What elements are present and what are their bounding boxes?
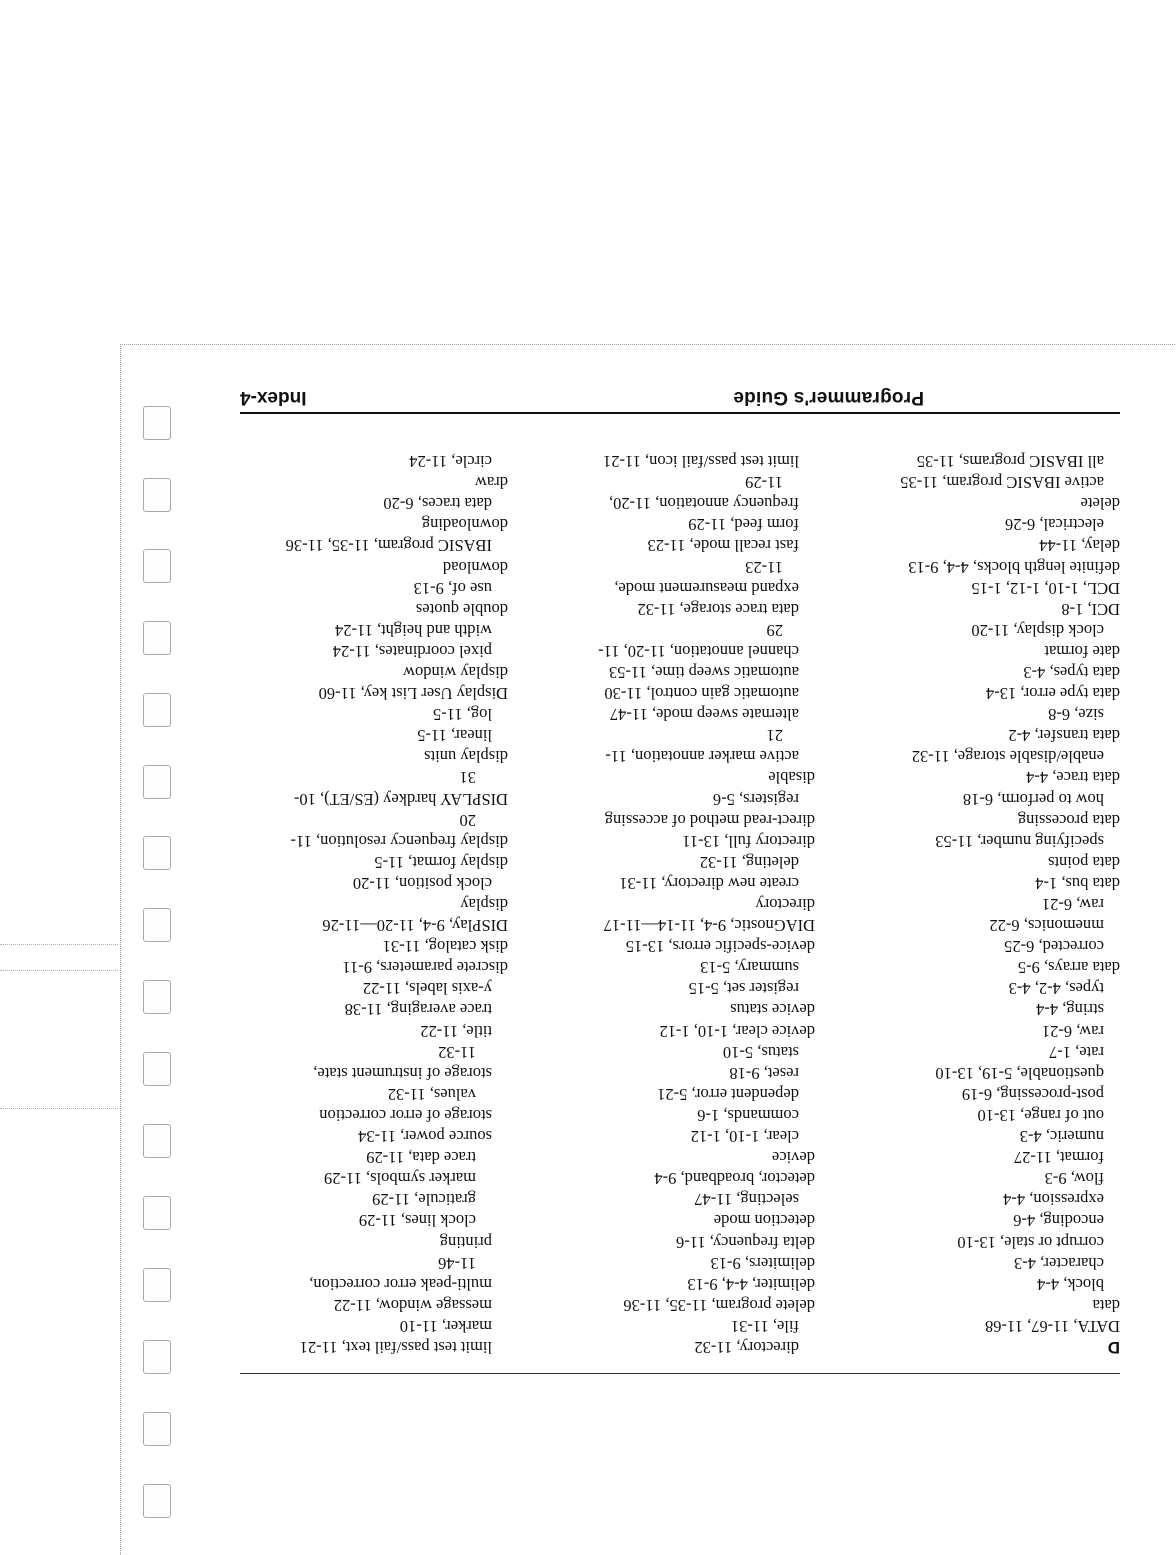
index-entry: DISPLAY hardkey (ES/ET), 10- — [293, 789, 508, 809]
index-entry: delimiters, 9-13 — [710, 1253, 815, 1273]
index-subentry: block, 4-4 — [1037, 1274, 1104, 1294]
margin-line — [0, 970, 118, 971]
index-subentry: questionable, 5-19, 13-10 — [935, 1063, 1104, 1083]
index-column-3 — [233, 451, 508, 1358]
index-entry: delta frequency, 11-6 — [676, 1232, 815, 1252]
index-entry: DCI, 1-8 — [1061, 599, 1120, 619]
index-entry: display — [460, 895, 508, 915]
index-subentry: string, 4-4 — [1036, 1000, 1104, 1020]
binder-hole — [143, 549, 171, 583]
index-entry: definite length blocks, 4-4, 9-13 — [908, 557, 1120, 577]
index-entry: data trace, 4-4 — [1026, 768, 1120, 788]
index-entry: delay, 11-44 — [1039, 536, 1120, 556]
index-column-1 — [845, 451, 1120, 1358]
index-subentry: raw, 6-21 — [1041, 1021, 1104, 1041]
index-subentry: alternate sweep mode, 11-47 — [609, 705, 799, 725]
index-subentry: corrupt or stale, 13-10 — [957, 1232, 1104, 1252]
index-subentry: registers, 5-6 — [712, 789, 799, 809]
index-subentry: trace data, 11-29 — [366, 1148, 476, 1168]
index-entry: date format — [1044, 641, 1120, 661]
top-rule — [240, 1373, 1120, 1374]
index-entry: data bus, 1-4 — [1035, 873, 1120, 893]
index-entry: display units — [424, 747, 508, 767]
index-subentry: limit test pass/fail icon, 11-21 — [603, 452, 799, 472]
index-subentry: frequency annotation, 11-20, — [609, 494, 799, 514]
index-subentry: graticule, 11-29 — [372, 1190, 476, 1210]
index-subentry: 11-29 — [745, 473, 783, 493]
index-subentry: trace averaging, 11-38 — [344, 1000, 492, 1020]
index-entry: DCL, 1-10, 1-12, 1-15 — [971, 578, 1120, 598]
binder-hole — [143, 1412, 171, 1446]
index-entry: disable — [768, 768, 815, 788]
index-entry: data types, 4-3 — [1023, 663, 1120, 682]
index-subentry: flow, 9-3 — [1044, 1169, 1104, 1189]
index-entry: display format, 11-5 — [374, 852, 508, 872]
binder-hole — [143, 836, 171, 870]
index-subentry: create new directory, 11-31 — [619, 873, 799, 893]
index-subentry: linear, 11-5 — [417, 726, 492, 746]
index-subentry: selecting, 11-47 — [694, 1190, 799, 1210]
index-subentry: status, 5-10 — [722, 1042, 799, 1062]
index-subentry: rate, 1-7 — [1049, 1042, 1104, 1062]
index-subentry: storage of error correction — [319, 1105, 492, 1125]
index-entry: detector, broadband, 9-4 — [654, 1169, 815, 1189]
index-subentry: directory, 11-32 — [694, 1338, 799, 1357]
index-entry: double quotes — [415, 599, 508, 619]
index-subentry: data trace storage, 11-32 — [637, 599, 799, 619]
index-subentry: width and height, 11-24 — [334, 620, 492, 640]
printed-index-page — [240, 384, 1120, 1374]
index-subentry: 20 — [459, 810, 476, 830]
section-letter: D — [1107, 1338, 1120, 1357]
index-entry: display frequency resolution, 11- — [290, 831, 508, 851]
index-entry: disk catalog, 11-31 — [382, 937, 508, 957]
margin-line — [0, 1108, 118, 1109]
index-subentry: clock display, 11-20 — [971, 620, 1104, 640]
index-subentry: marker, 11-10 — [399, 1316, 492, 1336]
index-subentry: file, 11-31 — [730, 1316, 799, 1336]
index-entry: data processing — [1017, 810, 1120, 830]
binder-hole — [143, 908, 171, 942]
index-subentry: form feed, 11-29 — [688, 515, 799, 535]
index-subentry: types, 4-2, 4-3 — [1008, 979, 1104, 999]
index-entry: download — [442, 557, 508, 577]
index-entry: delete program, 11-35, 11-36 — [623, 1295, 815, 1315]
index-entry: directory full, 13-11 — [682, 831, 815, 851]
index-subentry: reset, 9-18 — [729, 1063, 799, 1083]
index-entry: Display User List key, 11-60 — [318, 684, 508, 704]
binder-hole — [143, 1124, 171, 1158]
index-column-2 — [540, 451, 815, 1358]
index-entry: DISPlay, 9-4, 11-20—11-26 — [322, 916, 508, 936]
index-subentry: printing — [439, 1232, 492, 1252]
index-subentry: IBASIC program, 11-35, 11-36 — [285, 536, 492, 556]
index-entry: discrete parameters, 9-11 — [342, 958, 508, 978]
index-entry: directory — [755, 895, 815, 915]
binder-hole — [143, 478, 171, 512]
index-subentry: encoding, 4-6 — [1013, 1211, 1104, 1231]
index-subentry: 11-32 — [438, 1042, 476, 1062]
index-subentry: use of, 9-13 — [413, 578, 492, 598]
index-subentry: character, 4-3 — [1013, 1253, 1104, 1273]
index-subentry: active marker annotation, 11- — [605, 747, 799, 767]
index-subentry: data traces, 6-20 — [383, 494, 492, 514]
index-subentry: numeric, 4-3 — [1019, 1127, 1104, 1147]
index-subentry: channel annotation, 11-20, 11- — [598, 641, 799, 661]
page-footer — [240, 382, 1120, 414]
index-subentry: source power, 11-34 — [358, 1127, 492, 1147]
index-subentry: log, 11-5 — [433, 705, 492, 725]
index-subentry: message window, 11-22 — [333, 1295, 492, 1315]
index-entry: delimiter, 4-4, 9-13 — [687, 1274, 815, 1294]
page-number: Index-4 — [240, 387, 307, 408]
index-subentry: clock position, 11-20 — [352, 873, 492, 893]
index-subentry: mnemonics, 6-22 — [989, 916, 1104, 936]
index-subentry: 31 — [459, 768, 476, 788]
index-entry: data transfer, 4-2 — [1008, 726, 1120, 746]
index-entry: data points — [1048, 852, 1120, 872]
index-entry: display window — [403, 663, 508, 682]
index-subentry: summary, 5-13 — [700, 958, 799, 978]
binder-hole — [143, 765, 171, 799]
guide-title: Programmer's Guide — [733, 387, 924, 408]
index-subentry: how to perform, 6-18 — [962, 789, 1104, 809]
binder-hole — [143, 693, 171, 727]
index-subentry: automatic sweep time, 11-53 — [609, 663, 799, 682]
index-entry: DATA, 11-67, 11-68 — [985, 1316, 1120, 1336]
index-entry: data type error, 13-4 — [985, 684, 1120, 704]
index-subentry: out of range, 13-10 — [977, 1105, 1104, 1125]
index-subentry: corrected, 6-25 — [1004, 937, 1104, 957]
index-subentry: title, 11-22 — [420, 1021, 492, 1041]
index-subentry: specifying number, 11-53 — [935, 831, 1104, 851]
index-subentry: values, 11-32 — [387, 1084, 476, 1104]
index-entry: data arrays, 9-5 — [1017, 958, 1120, 978]
index-entry: draw — [475, 473, 508, 493]
margin-line — [0, 944, 118, 945]
index-subentry: 11-46 — [438, 1253, 476, 1273]
index-subentry: expression, 4-4 — [1003, 1190, 1104, 1210]
index-entry: delete — [1080, 494, 1120, 514]
index-subentry: electrical, 6-26 — [1005, 515, 1104, 535]
binder-hole — [143, 1196, 171, 1230]
binder-hole — [143, 406, 171, 440]
index-entry: DIAGnostic, 9-4, 11-14—11-17 — [603, 916, 815, 936]
index-subentry: all IBASIC programs, 11-35 — [916, 452, 1104, 472]
binder-hole — [143, 1484, 171, 1518]
index-subentry: automatic gain control, 11-30 — [604, 684, 799, 704]
index-subentry: multi-peak error correction, — [309, 1274, 492, 1294]
index-subentry: post-processing, 6-19 — [961, 1084, 1104, 1104]
index-subentry: deleting, 11-32 — [699, 852, 799, 872]
index-entry: downloading — [421, 515, 508, 535]
index-subentry: clear, 1-10, 1-12 — [690, 1127, 799, 1147]
index-subentry: 11-23 — [745, 557, 783, 577]
binder-hole — [143, 980, 171, 1014]
index-entry: detection mode — [713, 1211, 815, 1231]
index-subentry: expand measurement mode, — [614, 578, 799, 598]
index-subentry: storage of instrument state, — [313, 1063, 492, 1083]
index-subentry: commands, 1-6 — [697, 1105, 799, 1125]
index-subentry: dependent error, 5-21 — [657, 1084, 799, 1104]
binder-hole — [143, 1340, 171, 1374]
index-subentry: pixel coordinates, 11-24 — [332, 641, 492, 661]
index-subentry: raw, 6-21 — [1041, 895, 1104, 915]
binder-hole — [143, 1268, 171, 1302]
index-entry: device clear, 1-10, 1-12 — [659, 1021, 815, 1041]
binder-hole — [143, 1052, 171, 1086]
index-subentry: active IBASIC program, 11-35 — [900, 473, 1104, 493]
index-subentry: y-axis labels, 11-22 — [362, 979, 492, 999]
index-subentry: 29 — [766, 620, 783, 640]
index-entry: direct-read method of accessing — [604, 810, 815, 830]
index-subentry: 21 — [766, 726, 783, 746]
index-entry: data — [1092, 1295, 1120, 1315]
index-subentry: circle, 11-24 — [409, 452, 492, 472]
index-subentry: format, 11-27 — [1013, 1148, 1104, 1168]
index-subentry: size, 6-8 — [1048, 705, 1104, 725]
index-subentry: clock lines, 11-29 — [358, 1211, 476, 1231]
index-entry: device-specific errors, 13-15 — [625, 937, 815, 957]
index-entry: device status — [730, 1000, 815, 1020]
index-subentry: register set, 5-15 — [688, 979, 799, 999]
index-subentry: limit test pass/fail text, 11-21 — [299, 1338, 492, 1357]
index-entry: device — [771, 1148, 815, 1168]
index-subentry: fast recall mode, 11-23 — [647, 536, 799, 556]
binder-hole — [143, 621, 171, 655]
index-subentry: enable/disable storage, 11-32 — [911, 747, 1104, 767]
index-subentry: marker symbols, 11-29 — [324, 1169, 476, 1189]
